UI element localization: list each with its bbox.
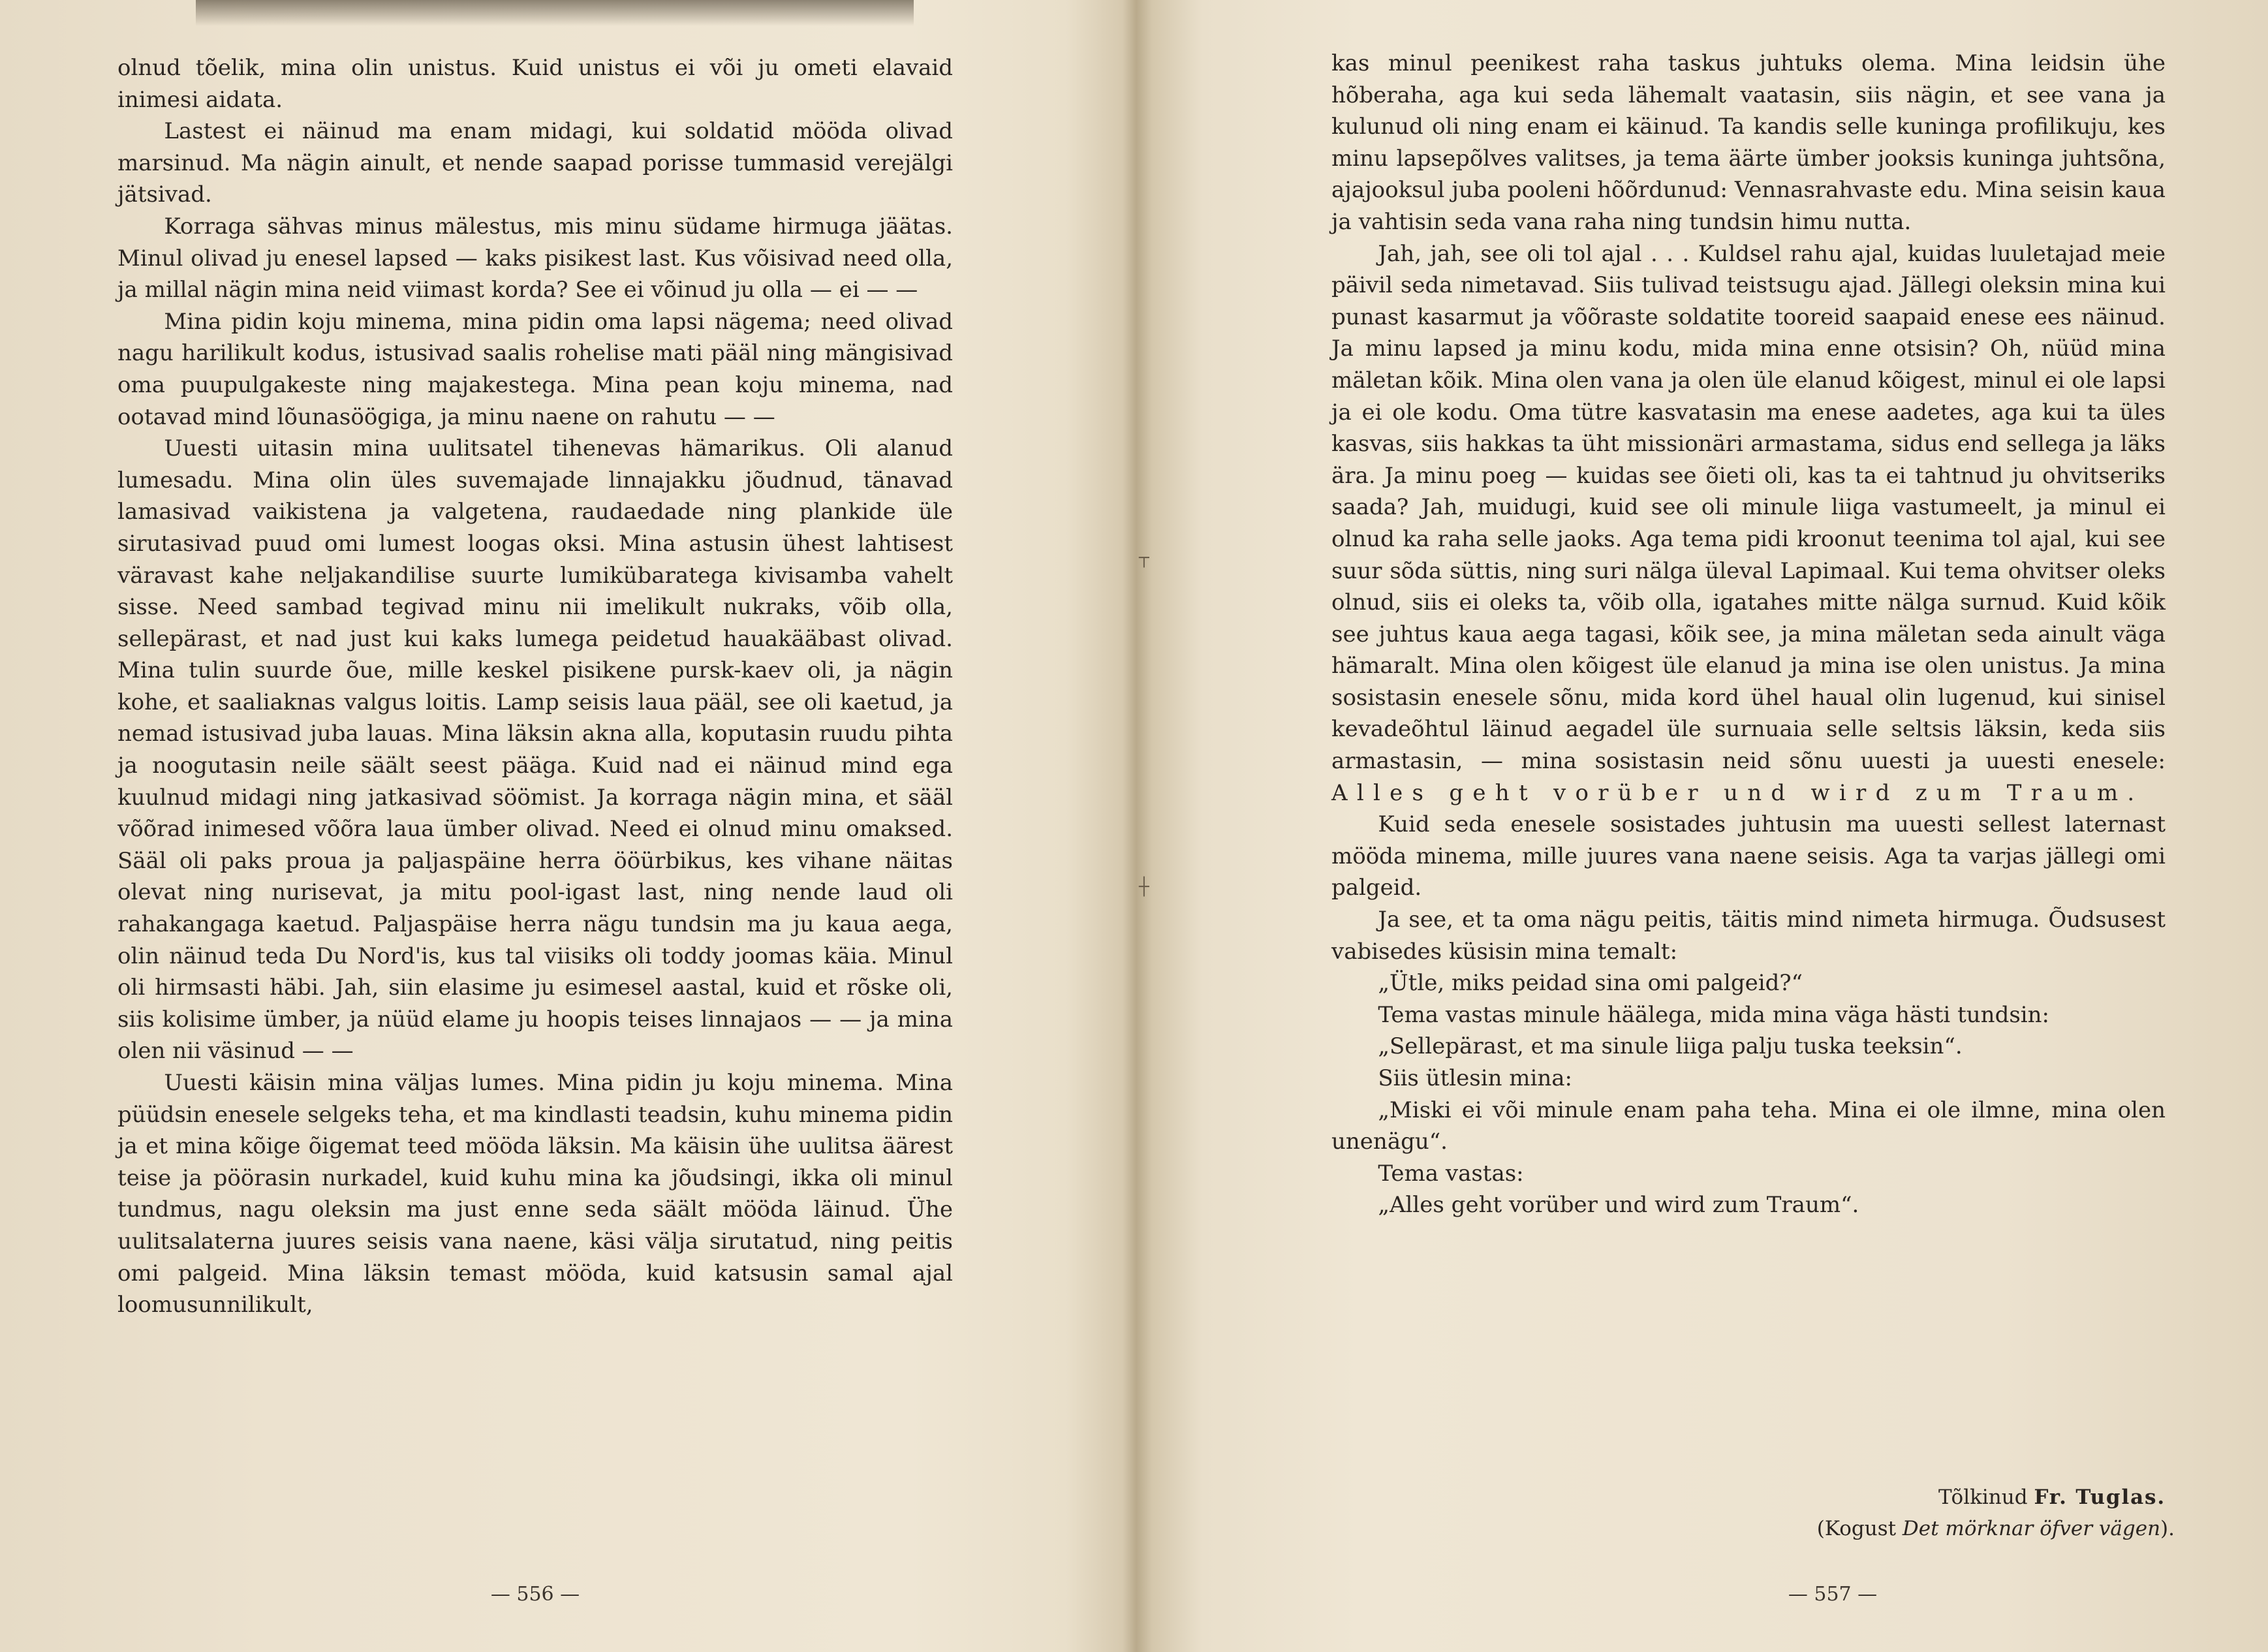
paragraph: kas minul peenikest raha taskus juhtuks olema. Mina leidsin ühe hõberaha, aga kui seda lähemalt vaatasin, siis nägin, et see vana ja kulunud oli ning enam ei käinud. Ta kandis selle kuninga profilikuju, kes minu lapsepõlves valitses, ja tema äärte ümber jooksis kuninga juhtsõna, ajajooksul juba pooleni hõõrdunud: Vennasrahvaste edu. Mina seisin kaua ja vahtisin seda vana raha ning tundsin himu nutta. (1331, 50, 2166, 235)
source-credit (1718, 1513, 2175, 1544)
left-page-text (117, 52, 953, 1321)
paragraph: Korraga sähvas minus mälestus, mis minu südame hirmuga jäätas. Minul olivad ju enesel lapsed — kaks pisikest last. Kus võisivad need olla, ja millal nägin mina neid viimast korda? See ei võinud ju olla — ei — — (117, 213, 953, 304)
dialogue-line: Tema vastas: (1378, 1160, 1524, 1187)
dialogue-line: „Alles geht vorüber und wird zum Traum“. (1378, 1192, 1859, 1219)
spaced-quote: Alles geht vorüber und wird zum Traum. (1331, 779, 2144, 806)
dialogue-line: „Ütle, miks peidad sina omi palgeid?“ (1378, 970, 1803, 997)
paragraph: Uuesti käisin mina väljas lumes. Mina pidin ju koju minema. Mina püüdsin enesele selgeks teha, et ma kindlasti teadsin, kuhu minema pidin ja et mina kõige õigemat teed mööda läksin. Ma käisin ühe uulitsa äärest teise ja pöörasin nurkadel, kuid kuhu mina ka jõudsingi, ikka oli minul tundmus, nagu oleksin ma just enne seda säält mööda läinud. Ühe uulitsalaterna juures seisis vana naene, käsi välja sirutatud, ning peitis omi palgeid. Mina läksin temast mööda, kuid katsusin samal ajal loomusunnilikult, (117, 1070, 953, 1318)
source-title: Det mörknar öfver vägen (1902, 1517, 2161, 1540)
translator-name: Fr. Tuglas. (2034, 1486, 2166, 1509)
credit-prefix: Tõlkinud (1938, 1486, 2028, 1509)
paragraph: Mina pidin koju minema, mina pidin oma lapsi nägema; need olivad nagu harilikult kodus, istusivad saalis rohelise mati pääl ning mängisivad oma puupulgakeste ning majakestega. Mina pean koju minema, nad ootavad mind lõunasöögiga, ja minu naene on rahutu — — (117, 308, 953, 430)
dialogue-line: Tema vastas minule häälega, mida mina väga hästi tundsin: (1378, 1001, 2050, 1028)
dialogue-line: Siis ütlesin mina: (1378, 1065, 1573, 1091)
source-suffix: ). (2160, 1517, 2175, 1540)
paragraph: Lastest ei näinud ma enam midagi, kui soldatid mööda olivad marsinud. Ma nägin ainult, et nende saapad porisse tummasid verejälgi jätsivad. (117, 118, 953, 208)
binding-mark-icon: ┼ (1139, 877, 1149, 897)
paragraph (1331, 238, 2166, 809)
translator-credit (1709, 1482, 2166, 1513)
right-page (1134, 0, 2268, 1652)
dialogue-line: „Sellepärast, et ma sinule liiga palju tuska teeksin“. (1378, 1033, 1963, 1060)
paragraph-text: Jah, jah, see oli tol ajal . . . Kuldsel rahu ajal, kuidas luuletajad meie päivil seda nimetavad. Siis tulivad teistsugu ajad. Jällegi oleksin mina kui punast kasarmut ja võõraste soldatite tooreid saapaid enese ees näinud. Ja minu lapsed ja minu kodu, mida mina enne otsisin? Oh, nüüd mina mäletan kõik. Mina olen vana ja olen üle elanud kõigest, minul ei ole lapsi ja ei ole kodu. Oma tütre kasvatasin ma enese aadetes, aga kui ta üles kasvas, siis hakkas ta üht missionäri armastama, sidus end sellega ja läks ära. Ja minu poeg — kuidas see õieti oli, kas ta ei tahtnud ju ohvitseriks saada? Jah, muidugi, kuid see oli minule liiga vastumeelt, ja minul ei olnud ka raha selle jaoks. Aga tema pidi kroonut teenima tol ajal, kui see suur sõda süttis, ning suri nälga üleval Lapimaal. Kui tema ohvitser oleks olnud, siis ei oleks ta, võib olla, igatahes mitte nälga surnud. Kuid kõik see juhtus kaua aega tagasi, kõik see, ja mina mäletan seda ainult väga hämaralt. Mina olen kõigest üle elanud ja mina ise olen unistus. Ja mina sosistasin enesele sõnu, mida kord ühel haual olin lugenud, kui sinisel kevadeõhtul läinud aegadel üle surnuaia selle seltsis läksin, keda siis armastasin, — mina sosistasin neid sõnu uuesti ja uuesti enesele: (1331, 240, 2166, 775)
paragraph: olnud tõelik, mina olin unistus. Kuid unistus ei või ju ometi elavaid inimesi aidata. (117, 55, 953, 113)
page-number-right: — 557 — (1788, 1583, 1878, 1606)
paragraph: Kuid seda enesele sosistades juhtusin ma uuesti sellest laternast mööda minema, mille juures vana naene seisis. Aga ta varjas jällegi omi palgeid. (1331, 811, 2166, 901)
dialogue-line: „Miski ei või minule enam paha teha. Mina ei ole ilmne, mina olen unenägu“. (1331, 1097, 2166, 1155)
source-prefix: (Kogust (1816, 1517, 1897, 1540)
paragraph: Ja see, et ta oma nägu peitis, täitis mind nimeta hirmuga. Õudsusest vabisedes küsisin mina temalt: (1331, 907, 2166, 965)
page-number-left: — 556 — (490, 1583, 580, 1606)
right-page-text (1331, 48, 2166, 1221)
binding-mark-icon: ┬ (1139, 548, 1149, 568)
paragraph: Uuesti uitasin mina uulitsatel tihenevas hämarikus. Oli alanud lumesadu. Mina olin üles suvemajade linnajakku jõudnud, tänavad lamasivad vaikistena ja valgetena, raudaedade ning plankide üle sirutasivad puud omi lumest loogas oksi. Mina astusin ühest lahtisest väravast kahe neljakandilise suurte lumikübaratega kivisamba vahelt sisse. Need sambad tegivad minu nii imelikult nukraks, võib olla, sellepärast, et nad just kui kaks lumega peidetud hauakääbast olivad. Mina tulin suurde õue, mille keskel pisikene pursk-kaev oli, ja nägin kohe, et saaliaknas valgus loitis. Lamp seisis laua pääl, see oli kaetud, ja nemad istusivad juba lauas. Mina läksin akna alla, koputasin ruudu pihta ja noogutasin neile säält seest pääga. Kuid nad ei näinud mind ega kuulnud midagi ning jatkasivad söömist. Ja korraga nägin mina, et sääl võõrad inimesed võõra laua ümber olivad. Need ei olnud minu omaksed. Sääl oli paks proua ja paljaspäine herra ööürbikus, kes vihane näitas olevat ning nurisevat, ja mitu pool-igast last, ning nende laud oli rahakangaga kaetud. Paljaspäise herra nägu tundsin ma ju kaua aega, olin näinud teda Du Nord'is, kus tal viisiks oli toddy joomas käia. Minul oli hirmsasti häbi. Jah, siin elasime ju esimesel aastal, kuid et rõske oli, siis kolisime ümber, ja nüüd elame ju hoopis teises linnajaos — — ja mina olen nii väsinud — — (117, 435, 953, 1065)
